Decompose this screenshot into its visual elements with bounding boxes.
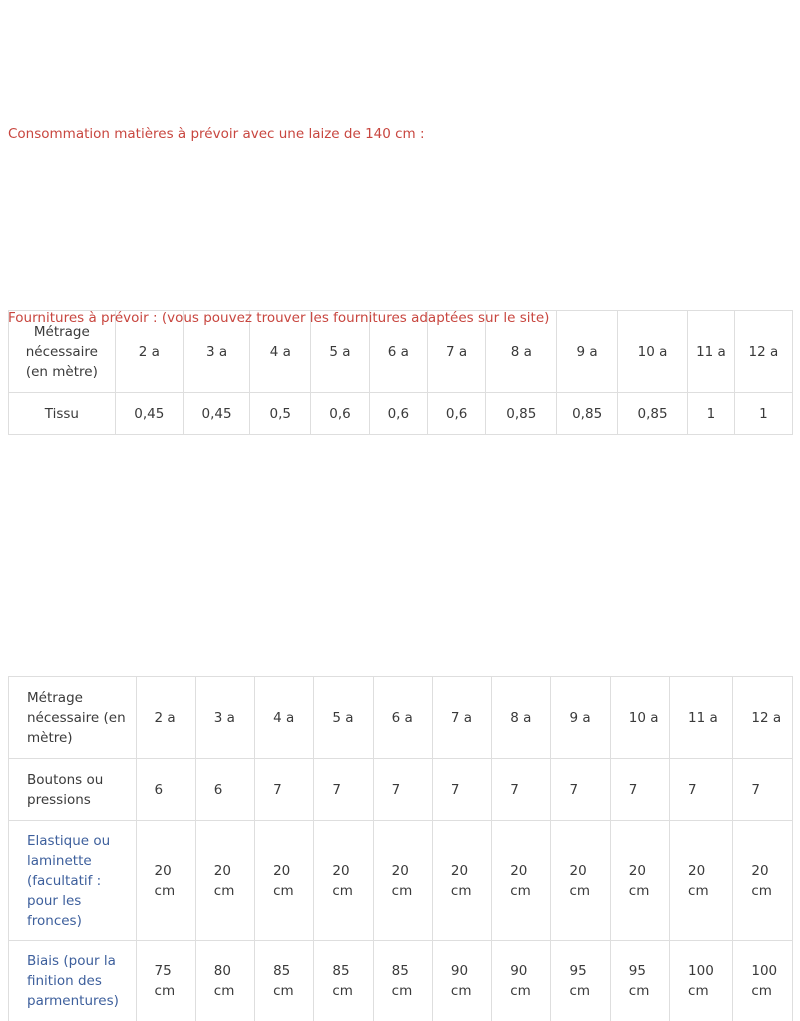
table-row: [9, 821, 793, 941]
cell: 0,6: [427, 393, 485, 435]
cell: 7: [255, 759, 314, 821]
section2-heading: Fournitures à prévoir : (vous pouvez trouver les fournitures adaptées sur le site): [8, 310, 550, 326]
cell: 1: [688, 393, 735, 435]
size-header: 9 a: [557, 311, 618, 393]
size-header: 9 a: [551, 677, 610, 759]
cell: 20 cm: [733, 821, 793, 941]
row-label: Tissu: [9, 393, 116, 435]
cell: 0,85: [486, 393, 557, 435]
size-header: 12 a: [733, 677, 793, 759]
cell: 1: [734, 393, 792, 435]
size-header: 8 a: [492, 677, 551, 759]
cell: 0,6: [311, 393, 369, 435]
cell: 20 cm: [670, 821, 733, 941]
size-header: 5 a: [314, 677, 373, 759]
cell: 0,45: [183, 393, 249, 435]
size-header: 8 a: [486, 311, 557, 393]
size-header: 6 a: [369, 311, 427, 393]
table-row: [9, 941, 793, 1021]
cell: 0,45: [115, 393, 183, 435]
cell: 0,5: [250, 393, 311, 435]
size-header: 3 a: [183, 311, 249, 393]
size-header: 4 a: [255, 677, 314, 759]
cell: 100 cm: [733, 941, 793, 1021]
cell: 85 cm: [255, 941, 314, 1021]
cell: 7: [670, 759, 733, 821]
size-header: 11 a: [688, 311, 735, 393]
size-header: 7 a: [432, 677, 491, 759]
header-label: Métrage nécessaire (en mètre): [9, 311, 116, 393]
cell: 7: [432, 759, 491, 821]
cell: 95 cm: [610, 941, 669, 1021]
size-header: 2 a: [115, 311, 183, 393]
size-header: 7 a: [427, 311, 485, 393]
supplies-table-wrapper: [0, 338, 793, 1009]
table-header-row: [9, 677, 793, 759]
cell: 0,85: [557, 393, 618, 435]
size-header: 2 a: [136, 677, 195, 759]
cell: 7: [610, 759, 669, 821]
cell: 7: [373, 759, 432, 821]
cell: 7: [492, 759, 551, 821]
cell: 20 cm: [255, 821, 314, 941]
cell: 95 cm: [551, 941, 610, 1021]
cell: 6: [136, 759, 195, 821]
cell: 0,6: [369, 393, 427, 435]
cell: 85 cm: [314, 941, 373, 1021]
size-header: 10 a: [617, 311, 687, 393]
cell: 100 cm: [670, 941, 733, 1021]
size-header: 6 a: [373, 677, 432, 759]
size-header: 4 a: [250, 311, 311, 393]
row-label: Biais (pour la finition des parmentures): [9, 941, 137, 1021]
size-header: 10 a: [610, 677, 669, 759]
table-row: [9, 759, 793, 821]
cell: 20 cm: [610, 821, 669, 941]
size-header: 11 a: [670, 677, 733, 759]
size-header: 12 a: [734, 311, 792, 393]
cell: 75 cm: [136, 941, 195, 1021]
cell: 20 cm: [492, 821, 551, 941]
size-header: 5 a: [311, 311, 369, 393]
row-label: Elastique ou laminette (facultatif : pour les fronces): [9, 821, 137, 941]
cell: 20 cm: [373, 821, 432, 941]
row-label: Boutons ou pressions: [9, 759, 137, 821]
size-header: 3 a: [195, 677, 254, 759]
cell: 20 cm: [136, 821, 195, 941]
cell: 90 cm: [492, 941, 551, 1021]
supplies-table: [8, 676, 793, 1021]
cell: 20 cm: [195, 821, 254, 941]
cell: 7: [733, 759, 793, 821]
cell: 0,85: [617, 393, 687, 435]
header-label: Métrage nécessaire (en mètre): [9, 677, 137, 759]
section1-heading: Consommation matières à prévoir avec une laize de 140 cm :: [8, 126, 425, 142]
cell: 20 cm: [314, 821, 373, 941]
cell: 6: [195, 759, 254, 821]
cell: 7: [314, 759, 373, 821]
cell: 20 cm: [551, 821, 610, 941]
cell: 7: [551, 759, 610, 821]
cell: 20 cm: [432, 821, 491, 941]
cell: 80 cm: [195, 941, 254, 1021]
cell: 90 cm: [432, 941, 491, 1021]
cell: 85 cm: [373, 941, 432, 1021]
